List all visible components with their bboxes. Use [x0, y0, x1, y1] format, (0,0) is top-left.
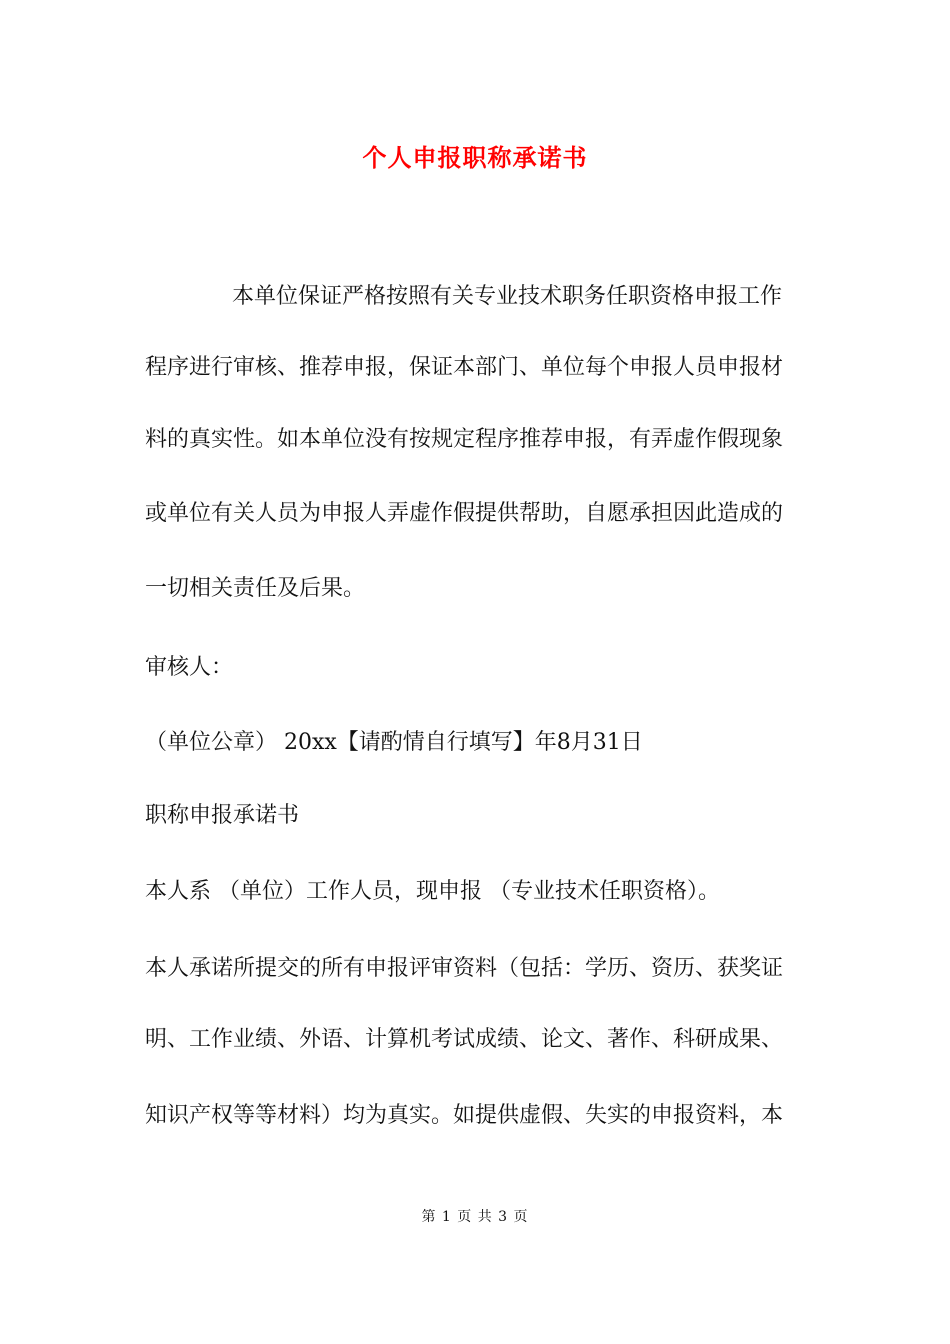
section-heading: 职称申报承诺书 [145, 803, 300, 828]
reviewer-label: 审核人： [145, 655, 234, 680]
paragraph-line: 料的真实性。如本单位没有按规定程序推荐申报，有弄虚作假现象 [145, 427, 784, 452]
paragraph-line: 本人承诺所提交的所有申报评审资料（包括：学历、资历、获奖证 [145, 956, 784, 981]
paragraph-line: 本单位保证严格按照有关专业技术职务任职资格申报工作 [232, 284, 783, 309]
paragraph-line: 一切相关责任及后果。 [145, 576, 366, 601]
paragraph-line: 知识产权等等材料）均为真实。如提供虚假、失实的申报资料，本 [145, 1103, 784, 1128]
paragraph-line: 或单位有关人员为申报人弄虚作假提供帮助，自愿承担因此造成的 [145, 501, 784, 526]
page-footer: 第 1 页 共 3 页 [421, 1209, 529, 1225]
seal-date-line: （单位公章） 20xx【请酌情自行填写】年8月31日 [145, 730, 643, 755]
document-title: 个人申报职称承诺书 [362, 143, 588, 172]
paragraph-line: 程序进行审核、推荐申报，保证本部门、单位每个申报人员申报材 [145, 355, 784, 380]
paragraph-line: 明、工作业绩、外语、计算机考试成绩、论文、著作、科研成果、 [145, 1027, 784, 1052]
paragraph-line: 本人系 （单位）工作人员，现申报 （专业技术任职资格）。 [145, 879, 720, 904]
